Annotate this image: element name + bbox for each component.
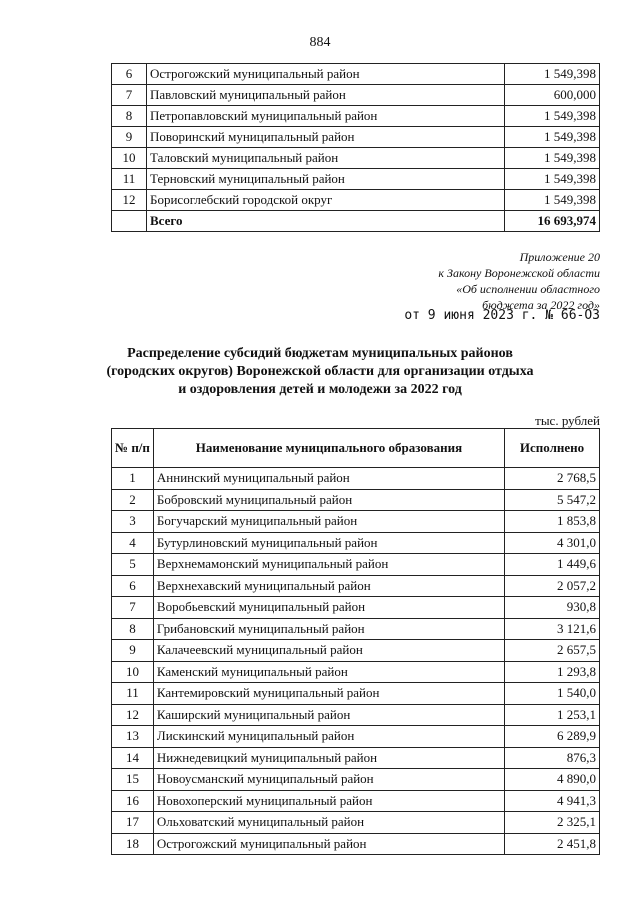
municipality-name: Богучарский муниципальный район <box>153 511 504 533</box>
appendix-line: «Об исполнении областного <box>456 282 600 296</box>
table-row <box>112 704 600 726</box>
amount: 1 540,0 <box>505 683 600 705</box>
municipality-name: Новоусманский муниципальный район <box>153 769 504 791</box>
header-value: Исполнено <box>505 429 600 468</box>
municipality-name: Терновский муниципальный район <box>147 169 505 190</box>
amount: 1 549,398 <box>505 64 600 85</box>
table-row <box>112 812 600 834</box>
title-line: и оздоровления детей и молодежи за 2022 год <box>178 382 462 397</box>
row-number: 15 <box>112 769 154 791</box>
row-number: 16 <box>112 790 154 812</box>
amount: 6 289,9 <box>505 726 600 748</box>
row-number: 9 <box>112 127 147 148</box>
row-number: 8 <box>112 618 154 640</box>
subsidy-distribution-table <box>111 428 600 855</box>
municipality-name: Петропавловский муниципальный район <box>147 106 505 127</box>
row-number: 7 <box>112 85 147 106</box>
row-number: 10 <box>112 148 147 169</box>
table-row <box>112 169 600 190</box>
amount: 876,3 <box>505 747 600 769</box>
table-row <box>112 64 600 85</box>
table-row <box>112 747 600 769</box>
municipality-name: Острогожский муниципальный район <box>153 833 504 855</box>
municipality-name: Бобровский муниципальный район <box>153 489 504 511</box>
municipality-name: Верхнехавский муниципальный район <box>153 575 504 597</box>
municipality-name: Аннинский муниципальный район <box>153 468 504 490</box>
amount: 1 549,398 <box>505 190 600 211</box>
amount: 4 890,0 <box>505 769 600 791</box>
row-number: 13 <box>112 726 154 748</box>
table-row <box>112 790 600 812</box>
row-number: 4 <box>112 532 154 554</box>
title-line: Распределение субсидий бюджетам муниципальных районов <box>127 346 513 361</box>
table-row <box>112 511 600 533</box>
row-number: 14 <box>112 747 154 769</box>
page-number: 884 <box>309 35 331 50</box>
table-row <box>112 148 600 169</box>
municipality-name: Новохоперский муниципальный район <box>153 790 504 812</box>
amount: 1 549,398 <box>505 106 600 127</box>
total-number-cell <box>112 211 147 232</box>
municipality-name: Верхнемамонский муниципальный район <box>153 554 504 576</box>
total-value: 16 693,974 <box>505 211 600 232</box>
law-date-stamp: от 9 июня 2023 г. № 66-ОЗ <box>404 308 600 323</box>
amount: 2 451,8 <box>505 833 600 855</box>
table-row <box>112 726 600 748</box>
title-line: (городских округов) Воронежской области для организации отдыха <box>106 364 534 379</box>
municipality-name: Каширский муниципальный район <box>153 704 504 726</box>
document-title <box>60 345 580 399</box>
appendix-line: Приложение 20 <box>519 250 600 264</box>
table-row <box>112 489 600 511</box>
allocation-table-continued <box>111 63 600 232</box>
row-number: 9 <box>112 640 154 662</box>
amount: 2 768,5 <box>505 468 600 490</box>
municipality-name: Кантемировский муниципальный район <box>153 683 504 705</box>
amount: 2 657,5 <box>505 640 600 662</box>
amount: 4 941,3 <box>505 790 600 812</box>
municipality-name: Воробьевский муниципальный район <box>153 597 504 619</box>
municipality-name: Бутурлиновский муниципальный район <box>153 532 504 554</box>
row-number: 5 <box>112 554 154 576</box>
table-row <box>112 127 600 148</box>
amount: 2 057,2 <box>505 575 600 597</box>
municipality-name: Таловский муниципальный район <box>147 148 505 169</box>
units-label: тыс. рублей <box>535 413 600 428</box>
table-row <box>112 190 600 211</box>
table-row <box>112 554 600 576</box>
amount: 5 547,2 <box>505 489 600 511</box>
row-number: 12 <box>112 190 147 211</box>
municipality-name: Борисоглебский городской округ <box>147 190 505 211</box>
row-number: 12 <box>112 704 154 726</box>
table-row <box>112 683 600 705</box>
amount: 1 253,1 <box>505 704 600 726</box>
total-label: Всего <box>147 211 505 232</box>
municipality-name: Лискинский муниципальный район <box>153 726 504 748</box>
row-number: 10 <box>112 661 154 683</box>
total-row <box>112 211 600 232</box>
row-number: 8 <box>112 106 147 127</box>
amount: 1 293,8 <box>505 661 600 683</box>
municipality-name: Грибановский муниципальный район <box>153 618 504 640</box>
amount: 1 549,398 <box>505 169 600 190</box>
table-row <box>112 468 600 490</box>
municipality-name: Острогожский муниципальный район <box>147 64 505 85</box>
table-row <box>112 640 600 662</box>
row-number: 11 <box>112 683 154 705</box>
table1-body <box>112 64 600 232</box>
appendix-line: к Закону Воронежской области <box>438 266 600 280</box>
table-row <box>112 661 600 683</box>
table-row <box>112 575 600 597</box>
municipality-name: Павловский муниципальный район <box>147 85 505 106</box>
table-row <box>112 597 600 619</box>
header-number-text: № п/п <box>115 440 150 455</box>
amount: 1 853,8 <box>505 511 600 533</box>
amount: 930,8 <box>505 597 600 619</box>
amount: 4 301,0 <box>505 532 600 554</box>
amount: 1 549,398 <box>505 148 600 169</box>
appendix-reference <box>438 249 600 313</box>
row-number: 6 <box>112 64 147 85</box>
table-row <box>112 769 600 791</box>
table-row <box>112 106 600 127</box>
row-number: 7 <box>112 597 154 619</box>
row-number: 11 <box>112 169 147 190</box>
header-number <box>112 429 154 468</box>
header-row <box>112 429 600 468</box>
row-number: 18 <box>112 833 154 855</box>
table2-body <box>112 468 600 855</box>
header-name: Наименование муниципального образования <box>153 429 504 468</box>
amount: 2 325,1 <box>505 812 600 834</box>
amount: 600,000 <box>505 85 600 106</box>
table2-header <box>112 429 600 468</box>
appendix-line: бюджета за 2022 год» <box>482 298 600 312</box>
amount: 1 449,6 <box>505 554 600 576</box>
amount: 1 549,398 <box>505 127 600 148</box>
row-number: 1 <box>112 468 154 490</box>
row-number: 6 <box>112 575 154 597</box>
table-row <box>112 618 600 640</box>
row-number: 17 <box>112 812 154 834</box>
municipality-name: Нижнедевицкий муниципальный район <box>153 747 504 769</box>
table-row <box>112 532 600 554</box>
municipality-name: Поворинский муниципальный район <box>147 127 505 148</box>
row-number: 2 <box>112 489 154 511</box>
amount: 3 121,6 <box>505 618 600 640</box>
municipality-name: Калачеевский муниципальный район <box>153 640 504 662</box>
municipality-name: Ольховатский муниципальный район <box>153 812 504 834</box>
municipality-name: Каменский муниципальный район <box>153 661 504 683</box>
table-row <box>112 85 600 106</box>
table-row <box>112 833 600 855</box>
row-number: 3 <box>112 511 154 533</box>
